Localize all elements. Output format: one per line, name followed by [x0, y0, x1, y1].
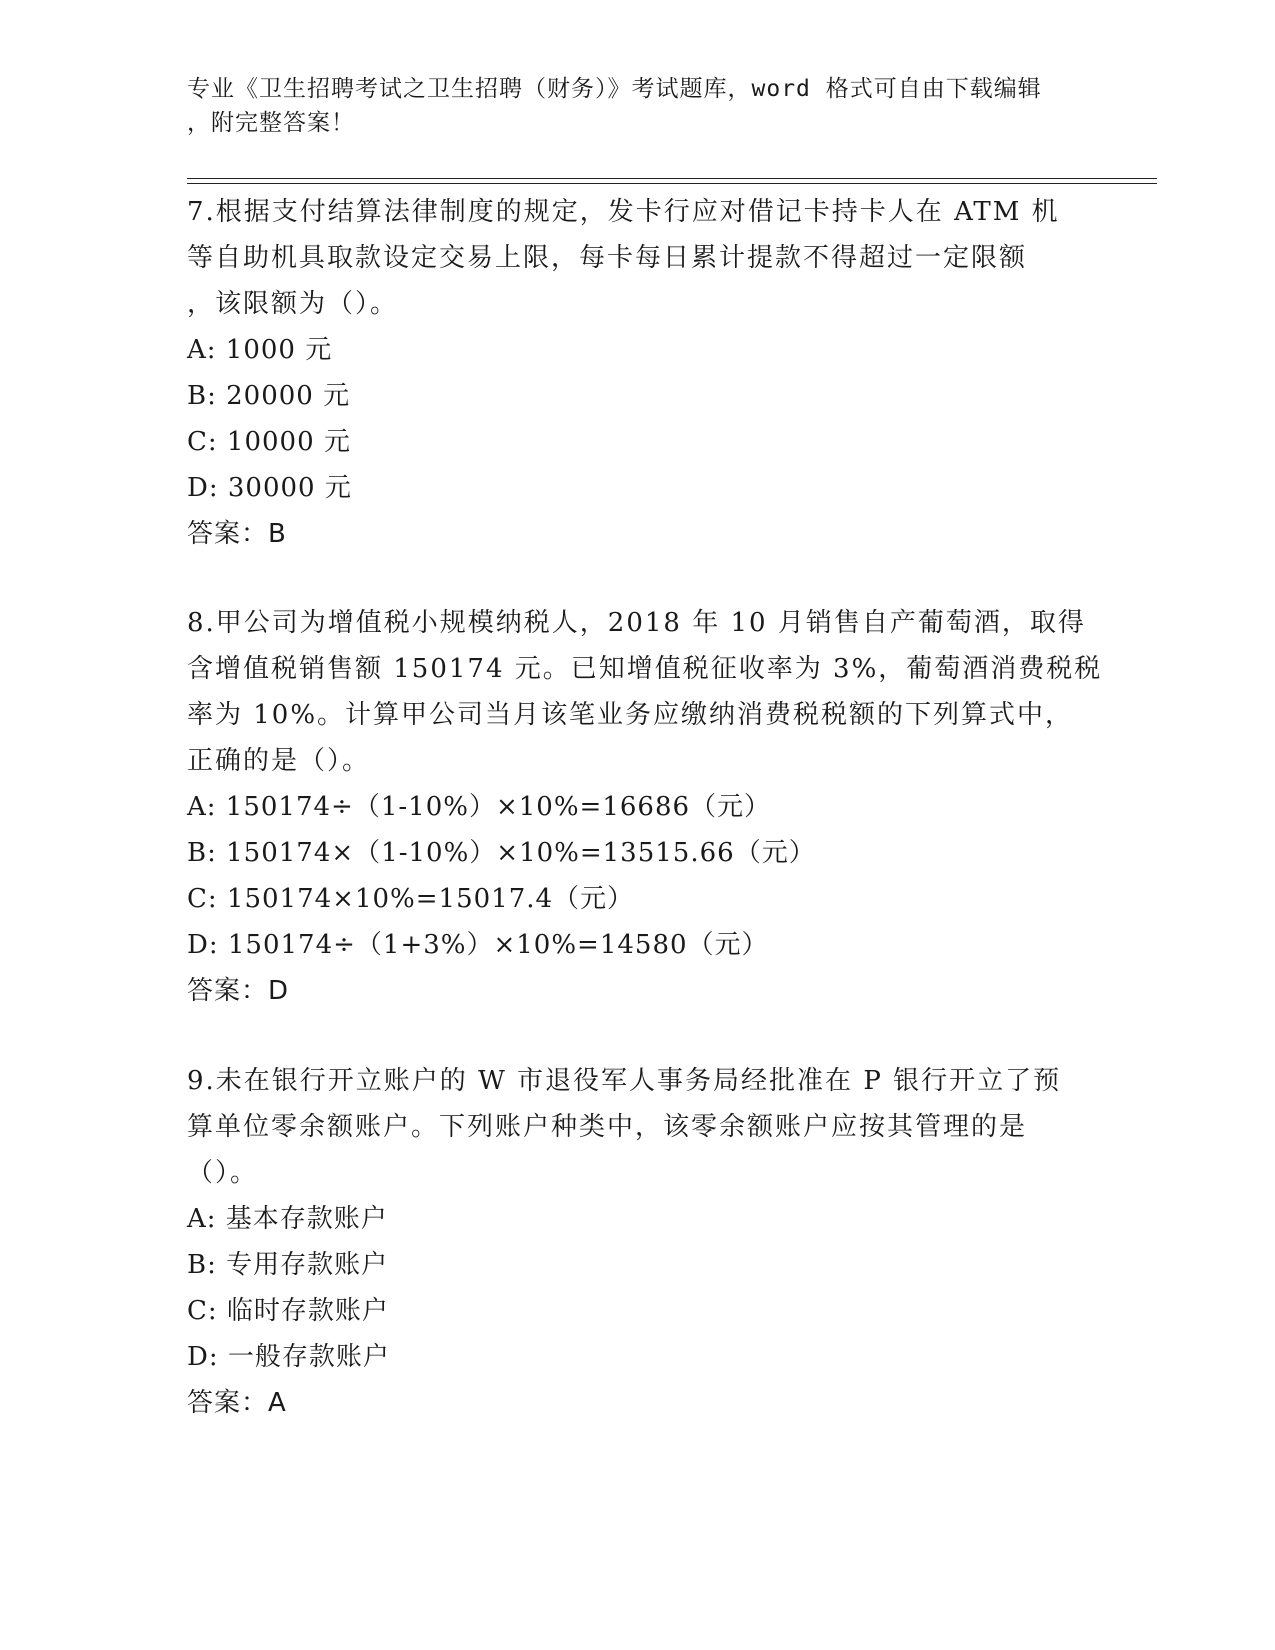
- question-stem: [187, 1058, 1087, 1196]
- question-stem-line: 7.根据支付结算法律制度的规定，发卡行应对借记卡持卡人在 ATM 机: [187, 197, 1060, 227]
- header-divider-top: [187, 178, 1157, 179]
- question-stem-line: （）。: [187, 1158, 259, 1188]
- question-stem-line: 率为 10%。计算甲公司当月该笔业务应缴纳消费税税额的下列算式中，: [187, 700, 1074, 730]
- answer-label: 答案：A: [187, 1388, 287, 1418]
- question-stem-line: 正确的是（）。: [187, 746, 371, 776]
- option-d: D: 一般存款账户: [187, 1342, 390, 1372]
- header-subtitle-line: ，附完整答案！: [187, 110, 355, 136]
- document-header: [187, 72, 1087, 140]
- answer-label: 答案：B: [187, 519, 287, 549]
- question-stem-line: 9.未在银行开立账户的 W 市退役军人事务局经批准在 P 银行开立了预: [187, 1066, 1062, 1096]
- option-b: B: 20000 元: [187, 381, 351, 411]
- option-a: A: 1000 元: [187, 335, 333, 365]
- question-stem: [187, 600, 1103, 784]
- header-divider-bottom: [187, 183, 1157, 184]
- answer-label: 答案：D: [187, 976, 290, 1006]
- question-stem-line: 算单位零余额账户。下列账户种类中，该零余额账户应按其管理的是: [187, 1112, 1028, 1142]
- option-b: B: 专用存款账户: [187, 1250, 389, 1280]
- question-9: [187, 1058, 1087, 1426]
- option-b: B: 150174×（1-10%）×10%=13515.66（元）: [187, 838, 816, 868]
- question-stem: [187, 189, 1087, 327]
- option-c: C: 10000 元: [187, 427, 351, 457]
- question-7: [187, 189, 1087, 557]
- option-c: C: 临时存款账户: [187, 1296, 389, 1326]
- question-stem-line: 等自助机具取款设定交易上限，每卡每日累计提款不得超过一定限额: [187, 243, 1028, 273]
- question-stem-line: ，该限额为（）。: [187, 289, 399, 319]
- option-a: A: 150174÷（1-10%）×10%=16686（元）: [187, 792, 772, 822]
- question-8: [187, 600, 1103, 1014]
- option-d: D: 150174÷（1+3%）×10%=14580（元）: [187, 930, 769, 960]
- option-a: A: 基本存款账户: [187, 1204, 388, 1234]
- question-stem-line: 8.甲公司为增值税小规模纳税人，2018 年 10 月销售自产葡萄酒，取得: [187, 608, 1086, 638]
- header-title-line: 专业《卫生招聘考试之卫生招聘（财务）》考试题库，word 格式可自由下载编辑: [187, 76, 1042, 102]
- question-stem-line: 含增值税销售额 150174 元。已知增值税征收率为 3%，葡萄酒消费税税: [187, 654, 1103, 684]
- option-d: D: 30000 元: [187, 473, 352, 503]
- option-c: C: 150174×10%=15017.4（元）: [187, 884, 635, 914]
